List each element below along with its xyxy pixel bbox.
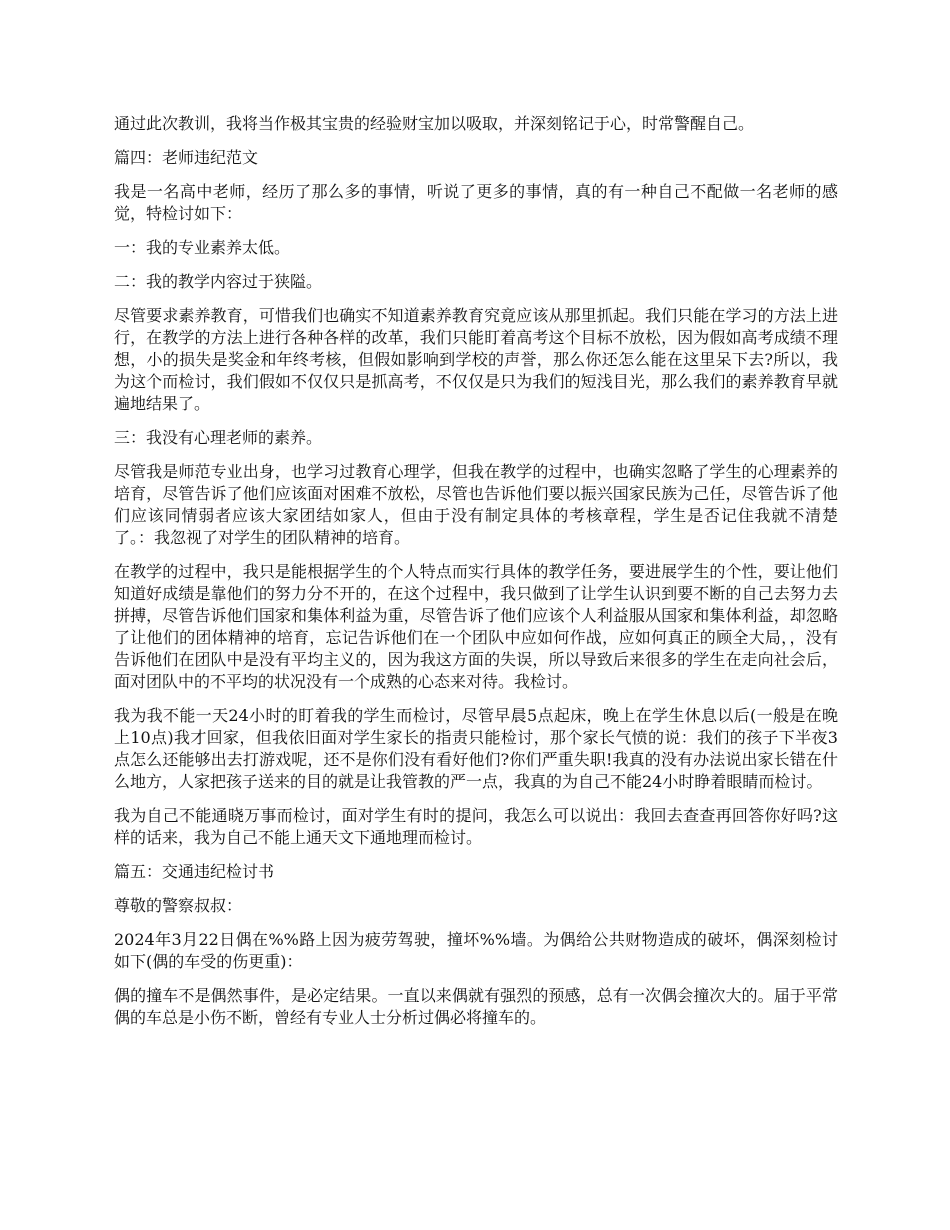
- paragraph-incident: 2024年3月22日偶在%%路上因为疲劳驾驶，撞坏%%墙。为偶给公共财物造成的破坏，偶深刻检讨如下(偶的车受的伤更重)：: [114, 930, 838, 971]
- paragraph-24-hours: 我为我不能一天24小时的盯着我的学生而检讨，尽管早晨5点起床，晚上在学生休息以后(一般是在晚上10点)我才回家，但我依旧面对学生家长的指责只能检讨，那个家长气愤的说：我们的孩子下半夜3点怎么还能够出去打游戏呢，还不是你们没有看好他们?你们严重失职!我真的没有办法说出家长错在什么地方，人家把孩子送来的目的就是让我管教的严一点，我真的为自己不能24小时睁着眼睛而检讨。: [114, 706, 838, 791]
- paragraph-quality-education: 尽管要求素养教育，可惜我们也确实不知道素养教育究竟应该从那里抓起。我们只能在学习的方法上进行，在教学的方法上进行各种各样的改革，我们只能盯着高考这个目标不放松，因为假如高考成绩不理想，小的损失是奖金和年终考核，但假如影响到学校的声誉，那么你还怎么能在这里呆下去?所以，我为这个而检讨，我们假如不仅仅只是抓高考，不仅仅是只为我们的短浅目光，那么我们的素养教育早就遍地结果了。: [114, 306, 838, 413]
- paragraph-knowledge: 我为自己不能通晓万事而检讨，面对学生有时的提问，我怎么可以说出：我回去查查再回答你好吗?这样的话来，我为自己不能上通天文下通地理而检讨。: [114, 806, 838, 847]
- paragraph-team-spirit: 在教学的过程中，我只是能根据学生的个人特点而实行具体的教学任务，要进展学生的个性，要让他们知道好成绩是靠他们的努力分不开的，在这个过程中，我只做到了让学生认识到要不断的自己去努力去拼搏，尽管告诉他们国家和集体利益为重，尽管告诉了他们应该个人利益服从国家和集体利益，却忽略了让他们的团体精神的培育，忘记告诉他们在一个团队中应如何作战，应如何真正的顾全大局，，没有告诉他们在团队中是没有平均主义的，因为我这方面的失误，所以导致后来很多的学生在走向社会后，面对团队中的不平均的状况没有一个成熟的心态来对待。我检讨。: [114, 562, 838, 691]
- paragraph-reflection: 偶的撞车不是偶然事件，是必定结果。一直以来偶就有强烈的预感，总有一次偶会撞次大的。届于平常偶的车总是小伤不断，曾经有专业人士分析过偶必将撞车的。: [114, 986, 838, 1027]
- section-heading-part-four: 篇四：老师违纪范文: [114, 148, 259, 167]
- paragraph-psychology: 尽管我是师范专业出身，也学习过教育心理学，但我在教学的过程中，也确实忽略了学生的心理素养的培育，尽管告诉了他们应该面对困难不放松，尽管也告诉他们要以振兴国家民族为己任，尽管告诉了他们应该同情弱者应该大家团结如家人，但由于没有制定具体的考核章程，学生是否记住我就不清楚了。：我忽视了对学生的团队精神的培育。: [114, 462, 838, 547]
- list-item-point-one: 一：我的专业素养太低。: [114, 238, 291, 257]
- paragraph-intro: 我是一名高中老师，经历了那么多的事情，听说了更多的事情，真的有一种自己不配做一名老师的感觉，特检讨如下：: [114, 182, 838, 223]
- document-body: [114, 113, 838, 1041]
- section-heading-part-five: 篇五：交通违纪检讨书: [114, 862, 275, 881]
- salutation: 尊敬的警察叔叔：: [114, 896, 243, 915]
- list-item-point-three: 三：我没有心理老师的素养。: [114, 428, 323, 447]
- paragraph-lesson-conclusion: 通过此次教训，我将当作极其宝贵的经验财宝加以吸取，并深刻铭记于心，时常警醒自己。: [114, 114, 755, 133]
- list-item-point-two: 二：我的教学内容过于狭隘。: [114, 272, 323, 291]
